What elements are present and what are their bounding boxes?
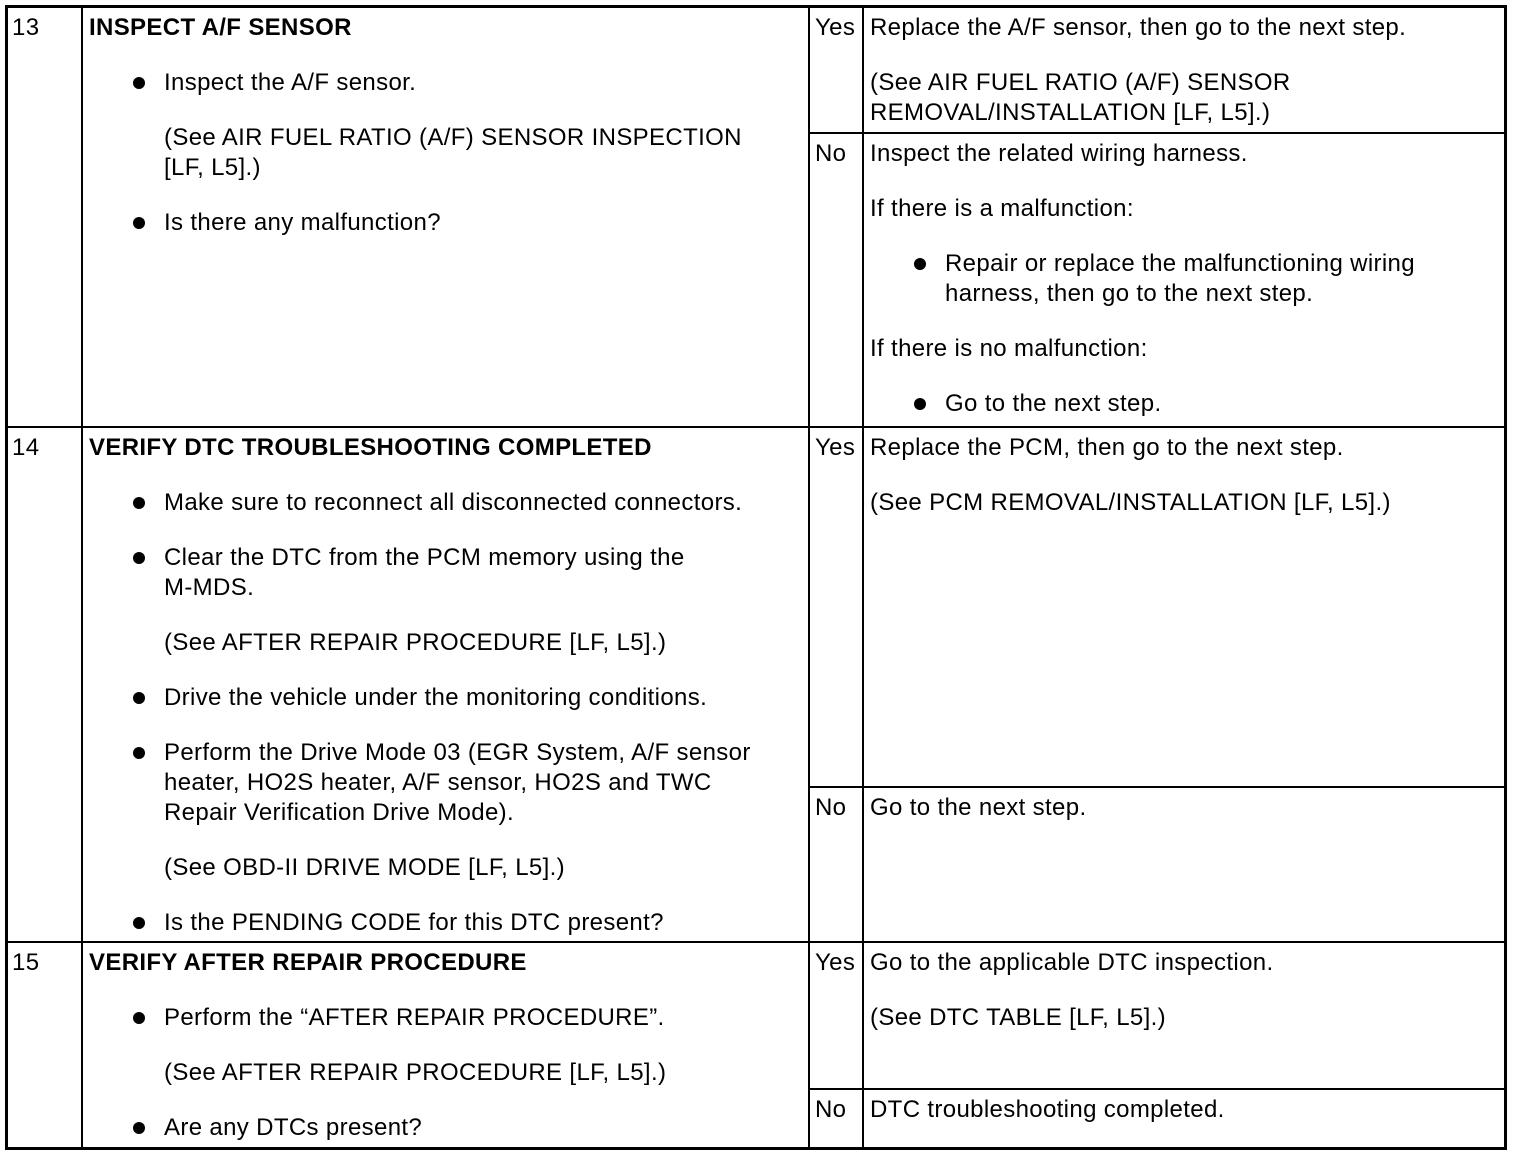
- action-text: Inspect the A/F sensor.: [164, 69, 417, 96]
- action-bullet: [89, 68, 808, 98]
- action-bullet: [89, 1003, 808, 1033]
- result-line: Inspect the related wiring harness.: [870, 140, 1248, 167]
- step-number: 13: [12, 14, 40, 41]
- condition-line: If there is a malfunction:: [870, 195, 1134, 222]
- reference-text: (See PCM REMOVAL/INSTALLATION [LF, L5].): [870, 489, 1391, 516]
- action-text: Perform the Drive Mode 03 (EGR System, A/F sensor: [164, 739, 751, 766]
- reference-text: [LF, L5].): [164, 154, 261, 181]
- no-label-cell: [810, 1090, 864, 1147]
- action-text: Drive the vehicle under the monitoring conditions.: [164, 684, 708, 711]
- step-action-cell: [83, 8, 810, 428]
- question-text: Is the PENDING CODE for this DTC present?: [164, 909, 664, 936]
- action-text: Perform the “AFTER REPAIR PROCEDURE”.: [164, 1004, 665, 1031]
- yes-label: Yes: [815, 949, 856, 976]
- no-label-cell: [810, 788, 864, 943]
- step-title: INSPECT A/F SENSOR: [89, 14, 352, 41]
- reference-text: (See AIR FUEL RATIO (A/F) SENSOR: [870, 69, 1291, 96]
- step-number-cell: [8, 943, 83, 1147]
- yes-result-cell: [864, 8, 1504, 134]
- action-question: [89, 1113, 808, 1143]
- bullet-icon: [914, 258, 926, 270]
- step-row-14: [8, 428, 1504, 943]
- step-title: VERIFY DTC TROUBLESHOOTING COMPLETED: [89, 434, 652, 461]
- action-question: [89, 908, 808, 938]
- result-text: [870, 793, 1504, 823]
- action-text: Repair Verification Drive Mode).: [164, 799, 515, 826]
- action-text: heater, HO2S heater, A/F sensor, HO2S and TWC: [164, 769, 712, 796]
- reference-text: (See DTC TABLE [LF, L5].): [870, 1004, 1166, 1031]
- result-line: DTC troubleshooting completed.: [870, 1096, 1225, 1123]
- step-number-cell: [8, 8, 83, 428]
- no-label-cell: [810, 134, 864, 428]
- no-result-cell: [864, 1090, 1504, 1147]
- result-line: Go to the next step.: [870, 794, 1087, 821]
- reference-text: (See AFTER REPAIR PROCEDURE [LF, L5].): [164, 1059, 667, 1086]
- step-title: VERIFY AFTER REPAIR PROCEDURE: [89, 949, 527, 976]
- action-text: M-MDS.: [164, 574, 255, 601]
- no-label: No: [815, 794, 847, 821]
- step-number-cell: [8, 428, 83, 943]
- step-number: 14: [12, 434, 40, 461]
- yes-label-cell: [810, 943, 864, 1090]
- action-bullet: [89, 738, 808, 828]
- yes-label: Yes: [815, 14, 856, 41]
- reference-note: [870, 488, 1504, 518]
- result-text: [870, 13, 1504, 43]
- result-text: [870, 948, 1504, 978]
- yes-label-cell: [810, 428, 864, 788]
- bullet-icon: [133, 917, 145, 929]
- bullet-icon: [133, 217, 145, 229]
- action-bullet: [89, 543, 808, 603]
- reference-note: [89, 628, 808, 658]
- step-action-cell: [83, 943, 810, 1147]
- result-line: Replace the PCM, then go to the next step.: [870, 434, 1344, 461]
- reference-note: [89, 123, 808, 183]
- yes-label: Yes: [815, 434, 856, 461]
- result-text: [870, 433, 1504, 463]
- bullet-icon: [133, 552, 145, 564]
- no-result-cell: [864, 134, 1504, 428]
- question-text: Is there any malfunction?: [164, 209, 441, 236]
- reference-text: REMOVAL/INSTALLATION [LF, L5].): [870, 99, 1271, 126]
- result-bullet: [870, 249, 1504, 309]
- reference-text: (See OBD-II DRIVE MODE [LF, L5].): [164, 854, 565, 881]
- condition-line: If there is no malfunction:: [870, 335, 1148, 362]
- step-number: 15: [12, 949, 40, 976]
- step-row-13: [8, 8, 1504, 428]
- condition-text: [870, 334, 1504, 364]
- result-line: Go to the applicable DTC inspection.: [870, 949, 1274, 976]
- bullet-icon: [914, 398, 926, 410]
- yes-result-cell: [864, 943, 1504, 1090]
- yes-label-cell: [810, 8, 864, 134]
- bullet-icon: [133, 1012, 145, 1024]
- result-line: Repair or replace the malfunctioning wiring: [945, 250, 1415, 277]
- troubleshooting-table: [5, 5, 1507, 1150]
- result-line: Replace the A/F sensor, then go to the next step.: [870, 14, 1407, 41]
- condition-text: [870, 194, 1504, 224]
- no-label: No: [815, 140, 847, 167]
- result-line: Go to the next step.: [945, 390, 1162, 417]
- bullet-icon: [133, 747, 145, 759]
- action-bullet: [89, 488, 808, 518]
- bullet-icon: [133, 77, 145, 89]
- bullet-icon: [133, 1122, 145, 1134]
- step-row-15: [8, 943, 1504, 1147]
- reference-note: [89, 1058, 808, 1088]
- yes-result-cell: [864, 428, 1504, 788]
- reference-text: (See AFTER REPAIR PROCEDURE [LF, L5].): [164, 629, 667, 656]
- action-question: [89, 208, 808, 238]
- reference-text: (See AIR FUEL RATIO (A/F) SENSOR INSPECTION: [164, 124, 742, 151]
- no-result-cell: [864, 788, 1504, 943]
- action-bullet: [89, 683, 808, 713]
- result-line: harness, then go to the next step.: [945, 280, 1314, 307]
- reference-note: [870, 1003, 1504, 1033]
- no-label: No: [815, 1096, 847, 1123]
- bullet-icon: [133, 692, 145, 704]
- question-text: Are any DTCs present?: [164, 1114, 423, 1141]
- reference-note: [870, 68, 1504, 128]
- bullet-icon: [133, 497, 145, 509]
- result-bullet: [870, 389, 1504, 419]
- result-text: [870, 1095, 1504, 1125]
- result-text: [870, 139, 1504, 169]
- action-text: Clear the DTC from the PCM memory using the: [164, 544, 685, 571]
- action-text: Make sure to reconnect all disconnected connectors.: [164, 489, 743, 516]
- reference-note: [89, 853, 808, 883]
- step-action-cell: [83, 428, 810, 943]
